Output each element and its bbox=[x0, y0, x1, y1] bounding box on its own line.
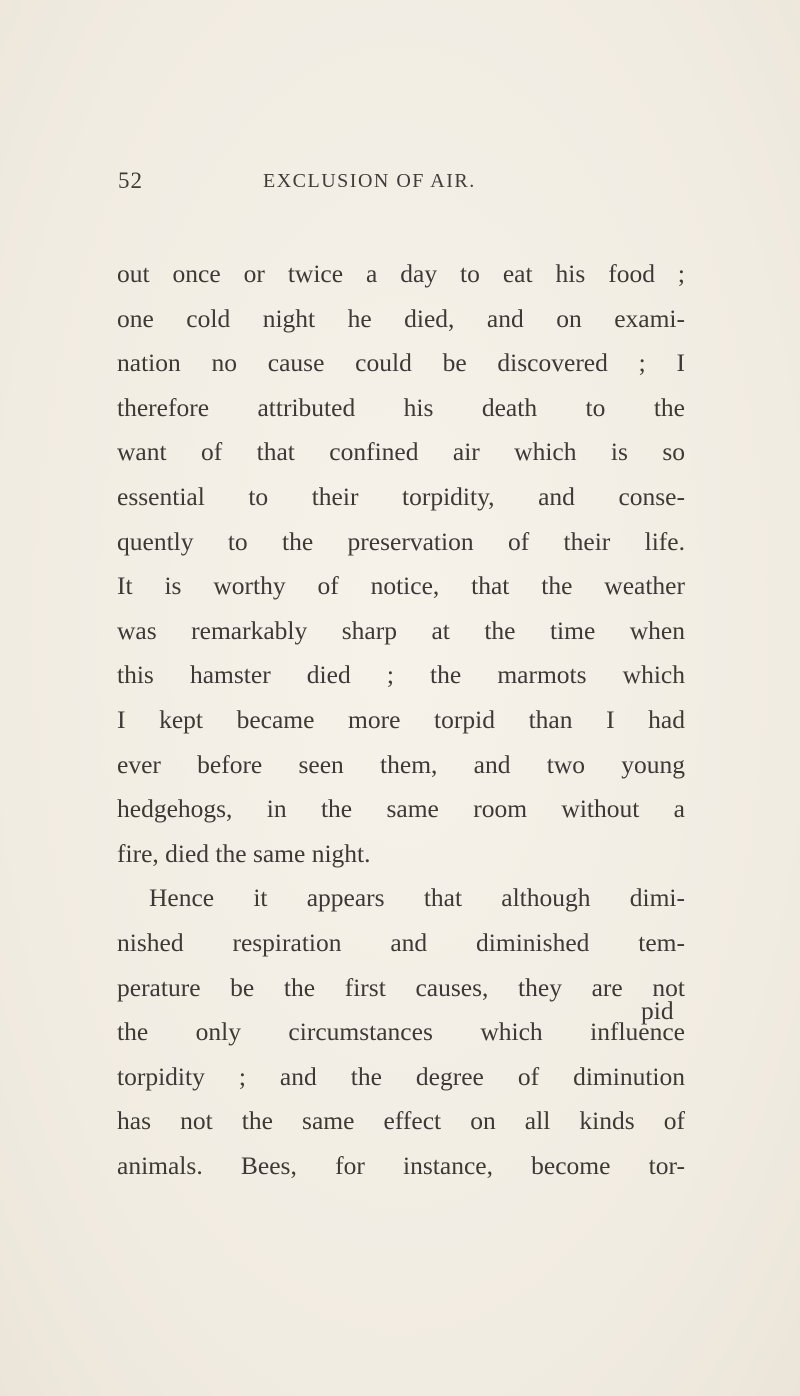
text-line: therefore attributed his death to the bbox=[117, 392, 685, 422]
text-line: perature be the first causes, they are not bbox=[117, 972, 685, 1002]
page-number: 52 bbox=[118, 168, 143, 193]
page-header bbox=[118, 168, 678, 208]
text-line: out once or twice a day to eat his food ; bbox=[117, 259, 685, 288]
text-line: nished respiration and diminished tem- bbox=[117, 927, 685, 957]
text-line: one cold night he died, and on exami- bbox=[117, 303, 685, 333]
text-line: essential to their torpidity, and conse- bbox=[117, 481, 685, 511]
text-line: has not the same effect on all kinds of bbox=[117, 1106, 685, 1136]
text-line: nation no cause could be discovered ; I bbox=[117, 348, 685, 378]
text-line: was remarkably sharp at the time when bbox=[117, 615, 685, 645]
text-line-paragraph-start: Hence it appears that although dimi- bbox=[149, 883, 685, 913]
text-line: I kept became more torpid than I had bbox=[117, 704, 685, 734]
text-line: fire, died the same night. bbox=[117, 838, 371, 868]
text-line: the only circumstances which influence bbox=[117, 1017, 685, 1047]
body-text bbox=[117, 252, 685, 1188]
text-line: want of that confined air which is so bbox=[117, 437, 685, 467]
text-line: ever before seen them, and two young bbox=[117, 749, 685, 779]
text-line: torpidity ; and the degree of diminution bbox=[117, 1061, 685, 1091]
text-line: this hamster died ; the marmots which bbox=[117, 660, 685, 690]
text-line: hedgehogs, in the same room without a bbox=[117, 794, 685, 824]
text-line: It is worthy of notice, that the weather bbox=[117, 571, 685, 601]
text-line: animals. Bees, for instance, become tor- bbox=[117, 1150, 685, 1180]
text-line: quently to the preservation of their life. bbox=[117, 526, 685, 556]
running-head: EXCLUSION OF AIR. bbox=[263, 170, 476, 192]
catchword: pid bbox=[641, 996, 674, 1025]
